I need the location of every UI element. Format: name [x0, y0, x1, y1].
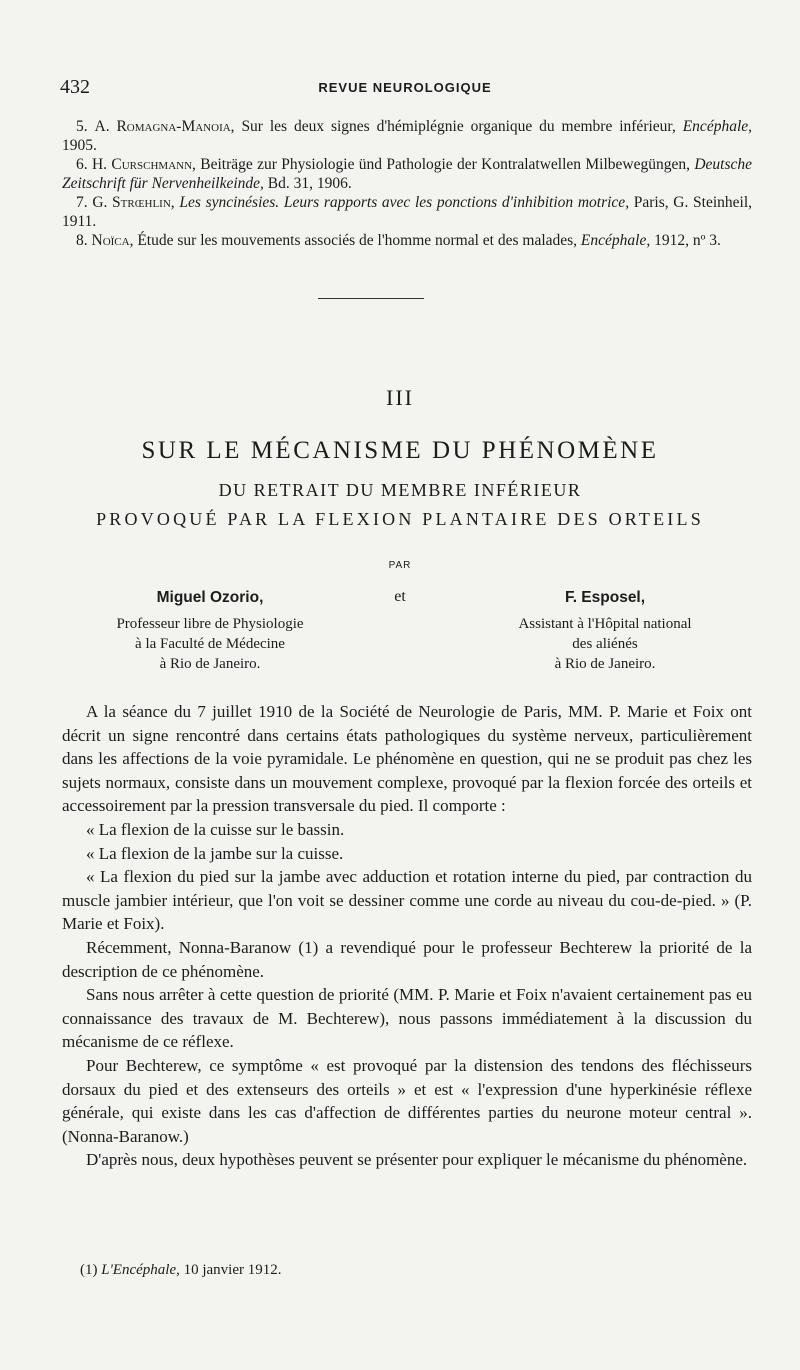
- body-paragraph: D'après nous, deux hypothèses peuvent se présenter pour expliquer le mécanisme du phénomène.: [86, 1150, 748, 1170]
- body-paragraph: « La flexion de la cuisse sur le bassin.: [86, 819, 345, 839]
- section-divider: [318, 298, 424, 299]
- article-body: [62, 700, 752, 1172]
- reference-item: [62, 194, 752, 231]
- reference-number: 5.: [76, 118, 88, 135]
- reference-item: [62, 118, 752, 155]
- author-affiliation: des aliénés: [572, 636, 638, 652]
- reference-tail: Paris, G. Steinheil, 1911.: [62, 194, 753, 230]
- reference-author: H. Curschmann,: [91, 156, 196, 173]
- body-paragraph: Pour Bechterew, ce symptôme « est provoqué par la distension des tendons des fléchisseurs dorsaux du pied et des extenseurs des orteils » et est « l'expression d'une hyperkinésie réflexe générale, qui existe dans les cas d'affection de différentes parties du neurone moteur central ». (Nonna-Baranow.): [62, 1055, 752, 1146]
- footnote-number: (1): [80, 1262, 98, 1278]
- author-conjunction: et: [394, 588, 406, 605]
- reference-journal: Encéphale,: [580, 232, 651, 249]
- body-paragraph: Sans nous arrêter à cette question de priorité (MM. P. Marie et Foix n'avaient certainement pas eu connaissance des travaux de M. Bechterew), nous passons immédiatement à la discussion du mécanisme de ce réflexe.: [62, 985, 752, 1052]
- reference-item: [62, 232, 752, 251]
- author-affiliation: Professeur libre de Physiologie: [116, 616, 304, 632]
- body-paragraph: A la séance du 7 juillet 1910 de la Société de Neurologie de Paris, MM. P. Marie et Foix ont décrit un signe rencontré dans certains états pathologiques du système nerveux, particulièrement dans les affections de la voie pyramidale. Le phénomène en question, qui ne se produit pas chez les sujets normaux, consiste dans un mouvement complexe, provoqué par la flexion forcée des orteils et accessoirement par la pression transversale du pied. Il comporte :: [62, 702, 752, 816]
- author-block-2: [470, 588, 740, 674]
- reference-tail: 1905.: [62, 136, 97, 154]
- reference-text: Sur les deux signes d'hémiplégnie organique du membre inférieur,: [234, 118, 683, 135]
- reference-number: 7.: [76, 194, 88, 211]
- author-block-1: [90, 588, 330, 674]
- article-title-line-2: DU RETRAIT DU MEMBRE INFÉRIEUR: [218, 480, 582, 500]
- reference-number: 6.: [76, 156, 88, 173]
- body-paragraph: « La flexion du pied sur la jambe avec adduction et rotation interne du pied, par contraction du muscle jambier intérieur, que l'on voit se dessiner comme une corde au niveau du cou-de-pied. » (P. Marie et Foix).: [62, 867, 752, 934]
- section-number: III: [386, 385, 414, 410]
- reference-text: Beiträge zur Physiologie ünd Pathologie der Kontralatwellen Milbewegüngen,: [195, 156, 695, 173]
- author-affiliation: à Rio de Janeiro.: [159, 656, 261, 672]
- reference-journal: Les syncinésies. Leurs rapports avec les ponctions d'inhibition motrice,: [179, 194, 630, 211]
- footnote-date: 10 janvier 1912.: [179, 1262, 282, 1278]
- reference-author: G. Strœhlin,: [92, 194, 175, 211]
- article-title-line-1: SUR LE MÉCANISME DU PHÉNOMÈNE: [141, 437, 659, 464]
- reference-journal: Deutsche Zeitschrift für Nervenheilkeinde,: [62, 156, 752, 192]
- reference-author: Noïca,: [91, 232, 134, 249]
- reference-item: [62, 156, 752, 193]
- page-header: [60, 76, 750, 100]
- author-affiliation: à la Faculté de Médecine: [135, 636, 285, 652]
- body-paragraph: Récemment, Nonna-Baranow (1) a revendiqué pour le professeur Bechterew la priorité de la description de ce phénomène.: [62, 937, 752, 981]
- byline-par: PAR: [388, 560, 412, 571]
- reference-author: A. Romagna-Manoia,: [94, 118, 235, 135]
- running-title: REVUE NEUROLOGIQUE: [318, 80, 492, 95]
- reference-number: 8.: [76, 232, 88, 249]
- body-paragraph: « La flexion de la jambe sur la cuisse.: [86, 843, 344, 863]
- author-affiliation: Assistant à l'Hôpital national: [518, 616, 692, 632]
- reference-tail: Bd. 31, 1906.: [263, 174, 352, 192]
- footnote-journal: L'Encéphale,: [101, 1262, 180, 1278]
- author-name: Miguel Ozorio,: [156, 589, 264, 606]
- author-name: F. Esposel,: [564, 589, 646, 606]
- footnote: [80, 1262, 282, 1279]
- reference-list: [62, 118, 752, 252]
- reference-text: Étude sur les mouvements associés de l'homme normal et des malades,: [133, 232, 581, 249]
- reference-journal: Encéphale,: [682, 118, 753, 135]
- author-affiliation: à Rio de Janeiro.: [554, 656, 656, 672]
- page-number: 432: [60, 76, 90, 98]
- reference-tail: 1912, nº 3.: [650, 232, 721, 249]
- article-title-line-3: PROVOQUÉ PAR LA FLEXION PLANTAIRE DES ORTEILS: [96, 509, 704, 529]
